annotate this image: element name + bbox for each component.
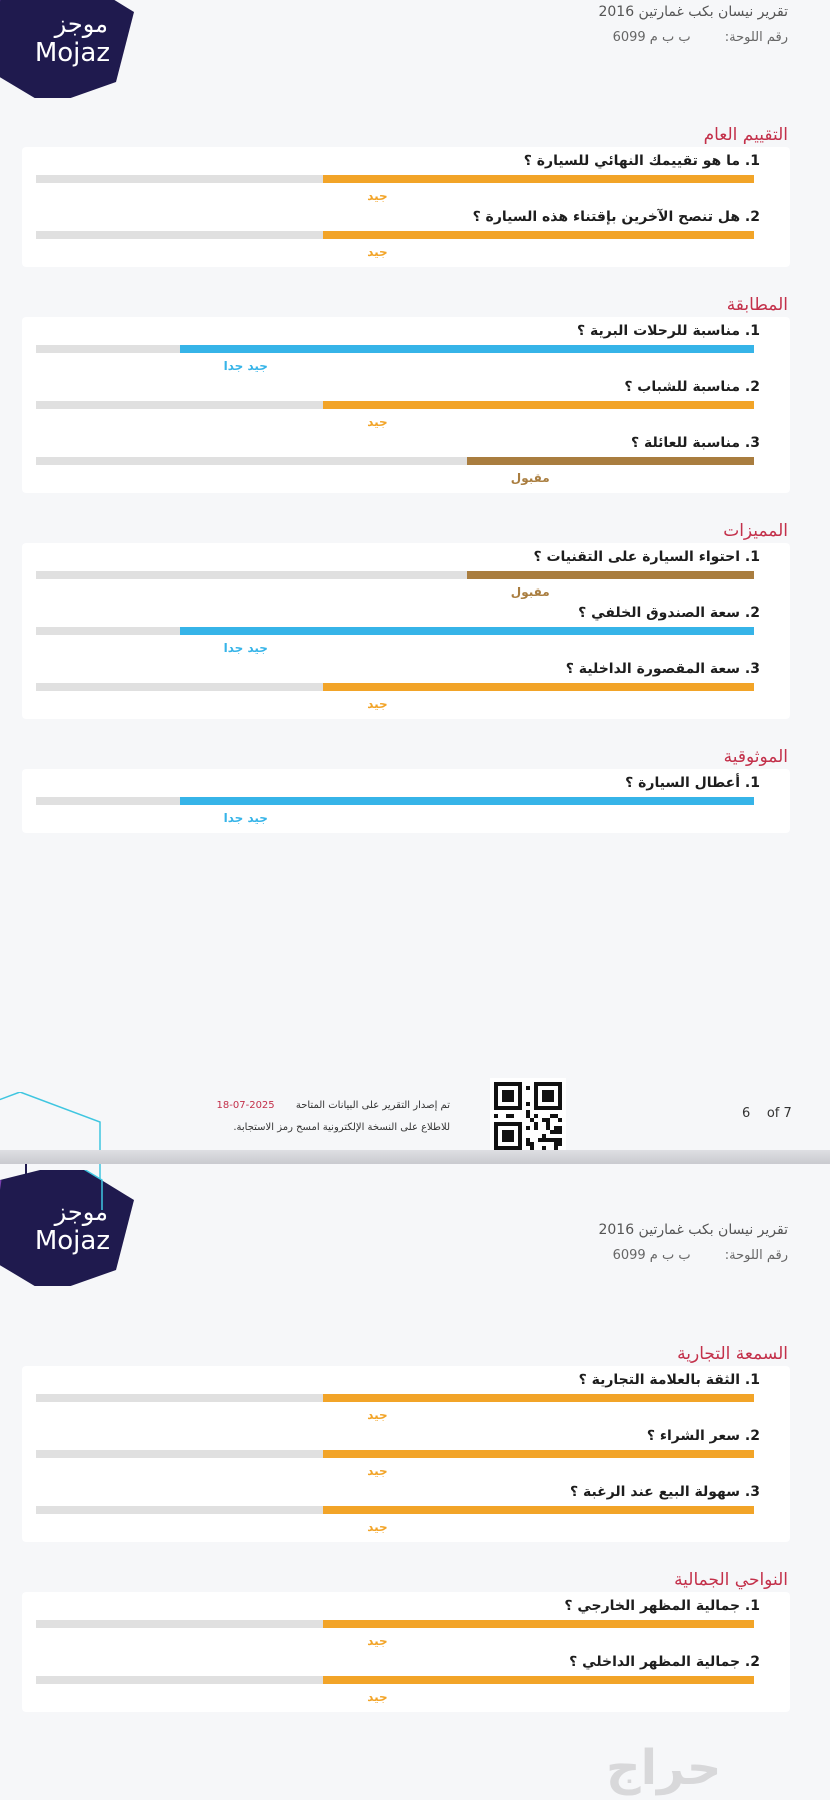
- plate-number: [613, 30, 788, 45]
- plate-label: رقم اللوحة:: [724, 1248, 788, 1263]
- qr-code[interactable]: [490, 1078, 566, 1154]
- rating-bar-track: [36, 231, 754, 239]
- rating-bar-fill: [323, 1506, 754, 1514]
- rating-bar-track: [36, 175, 754, 183]
- rating-label: جيد: [367, 1464, 388, 1478]
- page-total: of 7: [766, 1106, 792, 1121]
- question-text: 3. سهولة البيع عند الرغبة ؟: [569, 1484, 760, 1500]
- question-text: 2. جمالية المظهر الداخلي ؟: [569, 1654, 760, 1670]
- rating-bar-track: [36, 627, 754, 635]
- rating-bar-track: [36, 1394, 754, 1402]
- rating-bar-fill: [180, 345, 754, 353]
- question-text: 1. ما هو تقييمك النهائي للسيارة ؟: [523, 153, 760, 169]
- mojaz-logo: [0, 0, 134, 98]
- rating-bar-track: [36, 571, 754, 579]
- logo-arabic-text: موجز: [54, 1198, 108, 1226]
- rating-bar-fill: [323, 231, 754, 239]
- question-text: 3. سعة المقصورة الداخلية ؟: [565, 661, 760, 677]
- report-title: تقرير نيسان بكب غمارتين 2016: [598, 4, 788, 20]
- rating-bar-track: [36, 457, 754, 465]
- report-page-7: [0, 1160, 830, 1800]
- plate-label: رقم اللوحة:: [724, 30, 788, 45]
- haraj-watermark: حراج: [606, 1740, 722, 1796]
- rating-bar-fill: [467, 571, 754, 579]
- question-text: 1. جمالية المظهر الخارجي ؟: [564, 1598, 760, 1614]
- question-text: 2. سعر الشراء ؟: [646, 1428, 760, 1444]
- rating-bar-track: [36, 1620, 754, 1628]
- plate-value: ب ب م 6099: [612, 1248, 691, 1263]
- rating-bar-track: [36, 683, 754, 691]
- logo-english-text: Mojaz: [34, 1226, 110, 1256]
- mojaz-logo: [0, 1170, 134, 1286]
- rating-label: جيد: [367, 697, 388, 711]
- question-text: 1. أعطال السيارة ؟: [625, 775, 760, 791]
- rating-bar-fill: [323, 175, 754, 183]
- logo-english-text: Mojaz: [34, 38, 110, 68]
- section-card: [22, 543, 790, 719]
- logo-arabic-text: موجز: [54, 10, 108, 38]
- footer-date: 2025-07-18: [216, 1100, 275, 1111]
- plate-value: ب ب م 6099: [612, 30, 691, 45]
- section-title: السمعة التجارية: [677, 1344, 788, 1364]
- rating-bar-track: [36, 797, 754, 805]
- page-footer: [0, 1080, 830, 1150]
- question-text: 2. مناسبة للشباب ؟: [624, 379, 760, 395]
- rating-bar-fill: [323, 1620, 754, 1628]
- section-card: [22, 317, 790, 493]
- rating-label: مقبول: [510, 471, 550, 485]
- rating-bar-fill: [180, 627, 754, 635]
- rating-bar-track: [36, 1676, 754, 1684]
- rating-label: مقبول: [510, 585, 550, 599]
- rating-label: جيد جدا: [223, 359, 268, 373]
- rating-bar-fill: [323, 401, 754, 409]
- section-card: [22, 147, 790, 267]
- rating-bar-fill: [323, 1450, 754, 1458]
- footer-scan-text: للاطلاع على النسخة الإلكترونية امسح رمز الاستجابة.: [233, 1122, 450, 1133]
- section-title: المميزات: [723, 521, 788, 541]
- rating-label: جيد: [367, 1634, 388, 1648]
- rating-bar-fill: [467, 457, 754, 465]
- footer-issued-text: تم إصدار التقرير على البيانات المتاحة: [295, 1100, 450, 1111]
- footer-issued-line: [217, 1100, 450, 1111]
- rating-bar-track: [36, 401, 754, 409]
- page-current: 6: [742, 1106, 751, 1121]
- section-title: النواحي الجمالية: [674, 1570, 788, 1590]
- rating-bar-track: [36, 345, 754, 353]
- rating-bar-fill: [323, 683, 754, 691]
- question-text: 1. الثقة بالعلامة التجارية ؟: [578, 1372, 760, 1388]
- section-card: [22, 1366, 790, 1542]
- page-number: [742, 1106, 792, 1121]
- rating-label: جيد: [367, 189, 388, 203]
- section-card: [22, 769, 790, 833]
- rating-label: جيد: [367, 1520, 388, 1534]
- question-text: 1. مناسبة للرحلات البرية ؟: [577, 323, 760, 339]
- rating-bar-fill: [323, 1676, 754, 1684]
- rating-bar-fill: [323, 1394, 754, 1402]
- rating-label: جيد: [367, 415, 388, 429]
- section-card: [22, 1592, 790, 1712]
- report-title: تقرير نيسان بكب غمارتين 2016: [598, 1222, 788, 1238]
- question-text: 3. مناسبة للعائلة ؟: [630, 435, 760, 451]
- rating-bar-fill: [180, 797, 754, 805]
- plate-number: [613, 1248, 788, 1263]
- rating-bar-track: [36, 1506, 754, 1514]
- section-title: التقييم العام: [703, 125, 788, 145]
- rating-label: جيد: [367, 1408, 388, 1422]
- qr-code-icon: [494, 1082, 562, 1150]
- question-text: 2. سعة الصندوق الخلفي ؟: [578, 605, 760, 621]
- rating-label: جيد: [367, 1690, 388, 1704]
- rating-label: جيد جدا: [223, 641, 268, 655]
- section-title: المطابقة: [726, 295, 788, 315]
- rating-label: جيد جدا: [223, 811, 268, 825]
- rating-label: جيد: [367, 245, 388, 259]
- question-text: 2. هل تنصح الآخرين بإقتناء هذه السيارة ؟: [472, 209, 760, 225]
- question-text: 1. احتواء السيارة على التقنيات ؟: [533, 549, 760, 565]
- rating-bar-track: [36, 1450, 754, 1458]
- section-title: الموثوقية: [723, 747, 788, 767]
